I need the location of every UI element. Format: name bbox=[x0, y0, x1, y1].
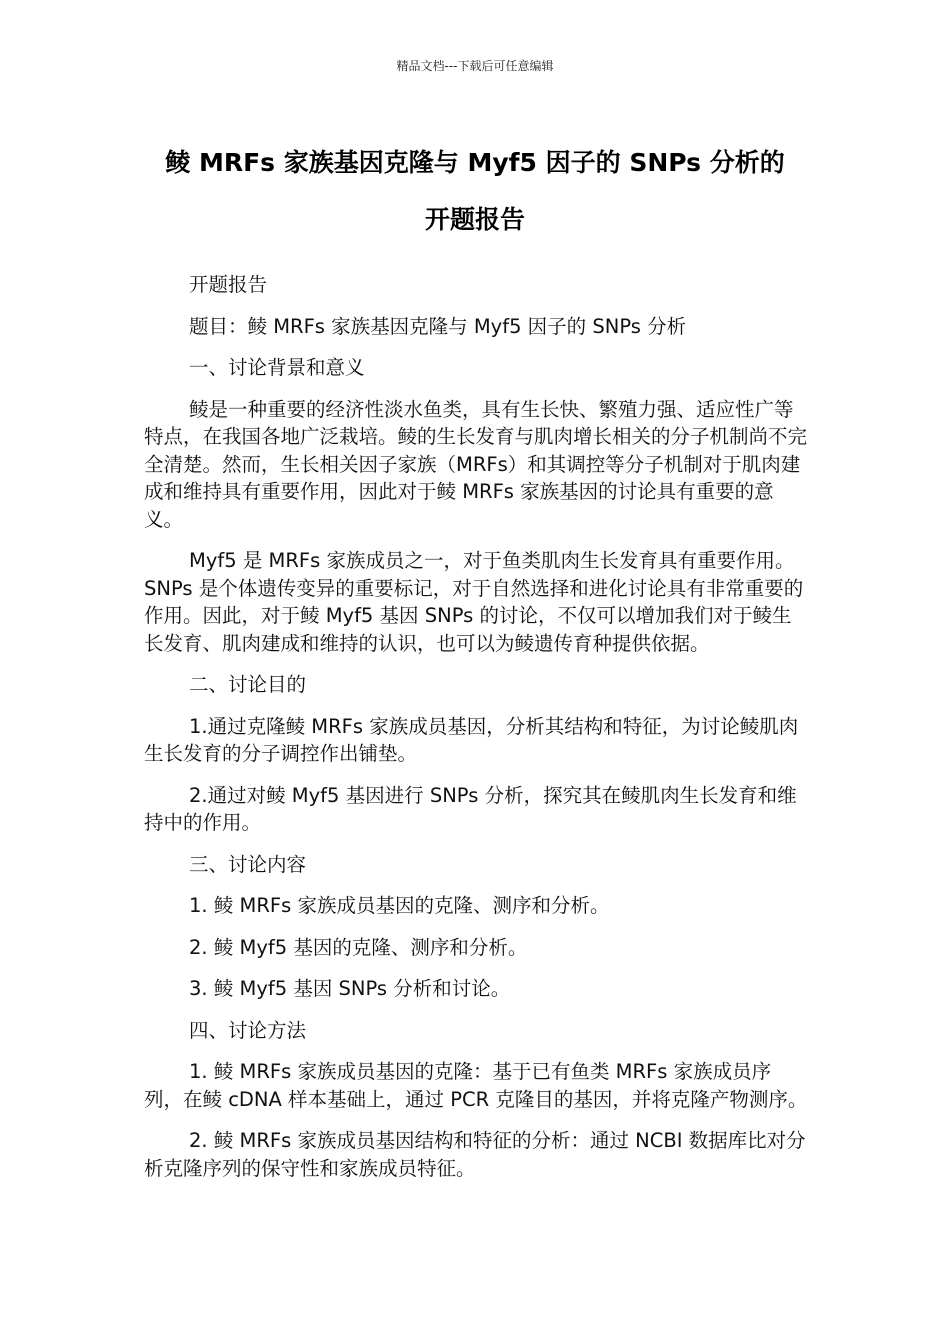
document-title bbox=[120, 134, 830, 248]
paragraph-content-1: 1. 鲮 MRFs 家族成员基因的克隆、测序和分析。 bbox=[189, 894, 610, 917]
paragraph-content-2: 2. 鲮 Myf5 基因的克隆、测序和分析。 bbox=[189, 935, 528, 959]
document-title-line-2: 开题报告 bbox=[424, 205, 525, 234]
paragraph-background-1: 鲮是一种重要的经济性淡水鱼类，具有生长快、繁殖力强、适应性广等特点，在我国各地广泛栽培。鲮的生长发育与肌肉增长相关的分子机制尚不完全清楚。然而，生长相关因子家族（MRFs）和其调控等分子机制对于肌肉建成和维持具有重要作用，因此对于鲮 MRFs 家族基因的讨论具有重要的意义。 bbox=[144, 397, 808, 531]
paragraph-purpose-1: 1.通过克隆鲮 MRFs 家族成员基因，分析其结构和特征，为讨论鲮肌肉生长发育的分子调控作出铺垫。 bbox=[144, 714, 799, 765]
paragraph-topic: 题目：鲮 MRFs 家族基因克隆与 Myf5 因子的 SNPs 分析 bbox=[189, 314, 687, 338]
paragraph-report-label: 开题报告 bbox=[189, 273, 268, 296]
document-title-line-1: 鲮 MRFs 家族基因克隆与 Myf5 因子的 SNPs 分析的 bbox=[165, 148, 785, 177]
section-heading-content: 三、讨论内容 bbox=[189, 852, 307, 876]
section-heading-background: 一、讨论背景和意义 bbox=[189, 356, 365, 379]
section-heading-purpose: 二、讨论目的 bbox=[189, 673, 307, 696]
paragraph-methods-1: 1. 鲮 MRFs 家族成员基因的克隆：基于已有鱼类 MRFs 家族成员序列，在鲮 cDNA 样本基础上，通过 PCR 克隆目的基因，并将克隆产物测序。 bbox=[144, 1060, 808, 1111]
section-heading-methods: 四、讨论方法 bbox=[189, 1018, 307, 1042]
paragraph-background-2: Myf5 是 MRFs 家族成员之一，对于鱼类肌肉生长发育具有重要作用。SNPs 是个体遗传变异的重要标记，对于自然选择和进化讨论具有非常重要的作用。因此，对于鲮 Myf5 基因 SNPs 的讨论，不仅可以增加我们对于鲮生长发育、肌肉建成和维持的认识，也可以为鲮遗传育种提供依据。 bbox=[144, 549, 804, 655]
document-body bbox=[144, 271, 810, 1196]
paragraph-methods-2: 2. 鲮 MRFs 家族成员基因结构和特征的分析：通过 NCBI 数据库比对分析克隆序列的保守性和家族成员特征。 bbox=[144, 1129, 806, 1180]
page-header-watermark: 精品文档---下载后可任意编辑 bbox=[396, 59, 554, 73]
paragraph-purpose-2: 2.通过对鲮 Myf5 基因进行 SNPs 分析，探究其在鲮肌肉生长发育和维持中的作用。 bbox=[144, 783, 797, 834]
paragraph-content-3: 3. 鲮 Myf5 基因 SNPs 分析和讨论。 bbox=[189, 977, 511, 1000]
